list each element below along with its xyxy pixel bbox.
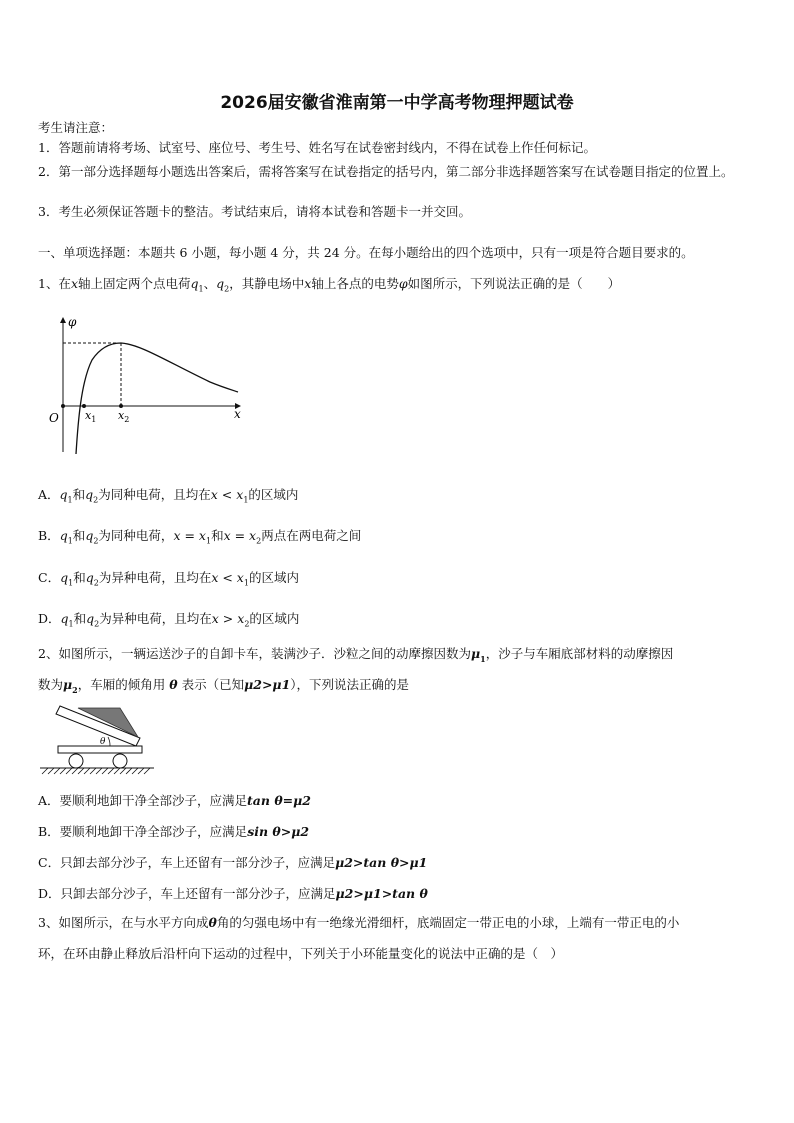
q2-option-c: C．只卸去部分沙子，车上还留有一部分沙子，应满足μ2>tan θ>μ1	[38, 855, 428, 870]
origin-point	[61, 404, 65, 408]
y-axis-label: φ	[68, 315, 77, 329]
truck-chassis	[58, 746, 142, 753]
x1-point	[82, 404, 86, 408]
page-title: 2026届安徽省淮南第一中学高考物理押题试卷	[220, 93, 574, 113]
q1-option-b: B．$q_1$和$q_2$为同种电荷，$x = x_1$和$x = x_2$两点在两电荷之间	[38, 528, 362, 546]
potential-graph	[40, 312, 260, 457]
angle-arc	[108, 737, 110, 746]
q1-stem: 1、在x轴上固定两个点电荷$q_1$、$q_2$，其静电场中x轴上各点的电势φ如图所示，下列说法正确的是（ ）	[38, 276, 621, 294]
potential-curve	[76, 343, 238, 454]
notice-item-3: 3．考生必须保证答题卡的整洁。考试结束后，请将本试卷和答题卡一并交回。	[38, 204, 471, 219]
x2-point	[119, 404, 123, 408]
notice-item-1: 1．答题前请将考场、试室号、座位号、考生号、姓名写在试卷密封线内，不得在试卷上作任何标记。	[38, 140, 596, 155]
rear-wheel	[113, 754, 127, 768]
notice-heading: 考生请注意：	[38, 120, 114, 135]
section-heading: 一、单项选择题：本题共 6 小题，每小题 4 分，共 24 分。在每小题给出的四个选项中，只有一项是符合题目要求的。	[38, 245, 694, 260]
x2-label: $x_2$	[118, 409, 130, 424]
origin-label: O	[49, 411, 59, 425]
q1-option-d: D．$q_1$和$q_2$为异种电荷，且均在$x > x_2$的区域内	[38, 611, 300, 629]
notice-item-2: 2．第一部分选择题每小题选出答案后，需将答案写在试卷指定的括号内，第二部分非选择题答案写在试卷题目指定的位置上。	[38, 164, 734, 179]
q2-stem-line1: 2、如图所示，一辆运送沙子的自卸卡车，装满沙子．沙粒之间的动摩擦因数为$\mu_1$，沙子与车厢底部材料的动摩擦因	[38, 646, 674, 664]
q1-option-c: C．$q_1$和$q_2$为异种电荷，且均在$x < x_1$的区域内	[38, 570, 299, 588]
front-wheel	[69, 754, 83, 768]
q2-option-b: B．要顺利地卸干净全部沙子，应满足sin θ>μ2	[38, 824, 310, 839]
q2-option-d: D．只卸去部分沙子，车上还留有一部分沙子，应满足μ2>μ1>tan θ	[38, 886, 428, 901]
ground-hatch	[42, 768, 150, 774]
q2-stem-line2: 数为$\mu_2$，车厢的倾角用 θ 表示（已知μ2>μ1），下列说法正确的是	[38, 677, 410, 695]
dump-truck-figure	[38, 702, 158, 776]
x1-label: $x_1$	[85, 409, 97, 424]
q1-option-a: A．$q_1$和$q_2$为同种电荷，且均在$x < x_1$的区域内	[38, 487, 299, 505]
x-axis-label: x	[234, 407, 241, 421]
q3-stem-line1: 3、如图所示，在与水平方向成θ角的匀强电场中有一绝缘光滑细杆，底端固定一带正电的小球，上端有一带正电的小	[38, 915, 680, 930]
angle-label: θ	[100, 737, 106, 747]
q2-option-a: A．要顺利地卸干净全部沙子，应满足tan θ=μ2	[38, 793, 312, 808]
q3-stem-line2: 环，在环由静止释放后沿杆向下运动的过程中，下列关于小环能量变化的说法中正确的是（ ）	[38, 946, 564, 961]
